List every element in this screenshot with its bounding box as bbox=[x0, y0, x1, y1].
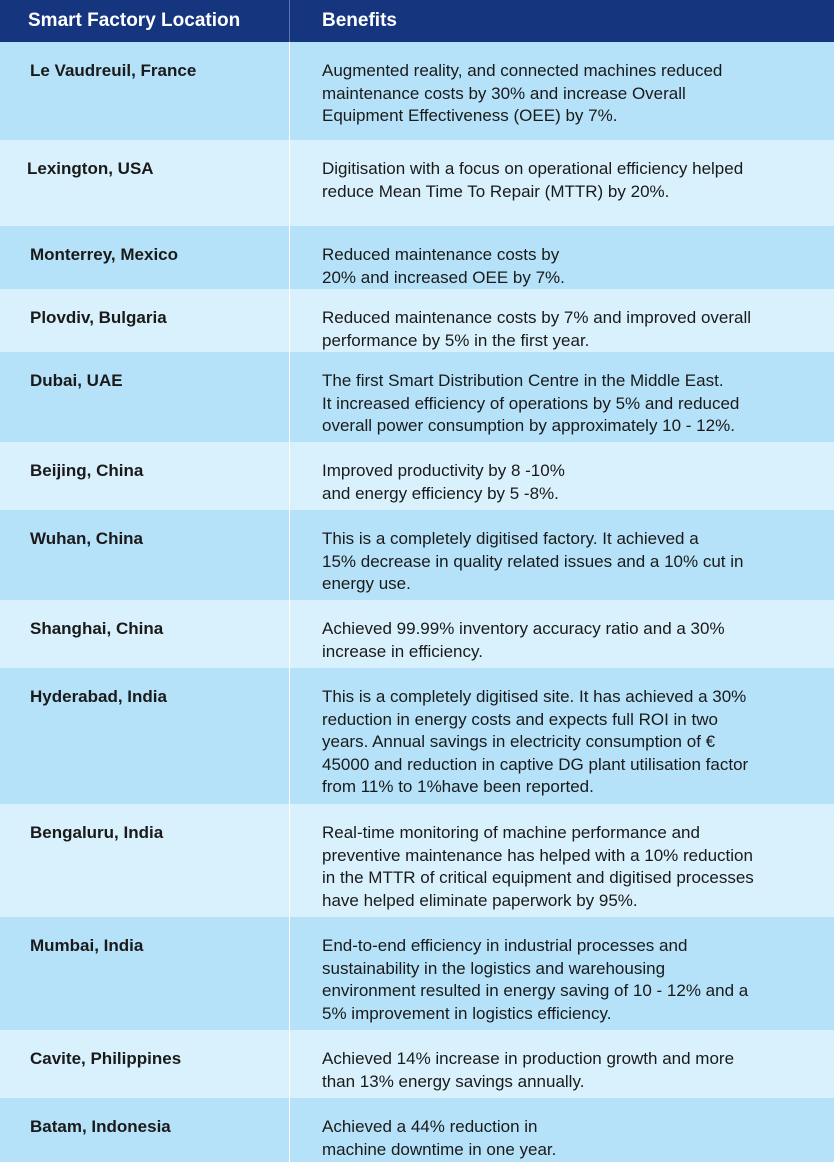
benefits-cell: This is a completely digitised factory. It achieved a 15% decrease in quality related issues and a 10% cut in energy use. bbox=[322, 529, 744, 593]
location-cell: Wuhan, China bbox=[0, 510, 290, 600]
benefits-cell: End-to-end efficiency in industrial processes and sustainability in the logistics and warehousing environment resulted in energy saving of 10 - 12% and a 5% improvement in logistics efficiency. bbox=[322, 936, 749, 1023]
table-row bbox=[0, 668, 834, 804]
table-row bbox=[0, 289, 834, 352]
benefits-cell: Augmented reality, and connected machines reduced maintenance costs by 30% and increase Overall Equipment Effectiveness (OEE) by 7%. bbox=[322, 61, 723, 125]
benefits-cell: Improved productivity by 8 -10% and energy efficiency by 5 -8%. bbox=[322, 461, 565, 503]
table-row bbox=[0, 510, 834, 600]
header-benefits: Benefits bbox=[322, 10, 397, 31]
location-cell: Shanghai, China bbox=[0, 600, 290, 668]
benefits-cell: Real-time monitoring of machine performance and preventive maintenance has helped with a 10% reduction in the MTTR of critical equipment and digitised processes have helped eliminate paperwork by 95%. bbox=[322, 823, 754, 910]
table-row bbox=[0, 352, 834, 442]
table-row bbox=[0, 442, 834, 510]
benefits-cell: Digitisation with a focus on operational efficiency helped reduce Mean Time To Repair (MTTR) by 20%. bbox=[322, 159, 744, 201]
benefits-cell: Reduced maintenance costs by 7% and improved overall performance by 5% in the first year. bbox=[322, 308, 752, 350]
location-cell: Batam, Indonesia bbox=[0, 1098, 290, 1162]
table-row bbox=[0, 140, 834, 226]
benefits-cell: Reduced maintenance costs by 20% and increased OEE by 7%. bbox=[322, 245, 565, 287]
location-cell: Mumbai, India bbox=[0, 917, 290, 1030]
benefits-cell: Achieved 99.99% inventory accuracy ratio and a 30% increase in efficiency. bbox=[322, 619, 725, 661]
benefits-cell: This is a completely digitised site. It has achieved a 30% reduction in energy costs and expects full ROI in two years. Annual savings in electricity consumption of € 45000 and reduction in captive DG plant utilisation factor from 11% to 1%have been reported. bbox=[322, 687, 749, 796]
location-cell: Dubai, UAE bbox=[0, 352, 290, 442]
table-row bbox=[0, 1098, 834, 1162]
location-cell: Monterrey, Mexico bbox=[0, 226, 290, 289]
location-cell: Le Vaudreuil, France bbox=[0, 42, 290, 140]
location-cell: Cavite, Philippines bbox=[0, 1030, 290, 1098]
table-row bbox=[0, 917, 834, 1030]
table-row bbox=[0, 42, 834, 140]
location-cell: Lexington, USA bbox=[0, 140, 290, 226]
header-location: Smart Factory Location bbox=[0, 0, 290, 42]
benefits-cell: The first Smart Distribution Centre in the Middle East. It increased efficiency of operations by 5% and reduced overall power consumption by approximately 10 - 12%. bbox=[322, 371, 740, 435]
location-cell: Plovdiv, Bulgaria bbox=[0, 289, 290, 352]
location-cell: Bengaluru, India bbox=[0, 804, 290, 917]
table-header bbox=[0, 0, 834, 42]
table-row bbox=[0, 226, 834, 289]
location-cell: Beijing, China bbox=[0, 442, 290, 510]
table-row bbox=[0, 804, 834, 917]
table-row bbox=[0, 600, 834, 668]
table-row bbox=[0, 1030, 834, 1098]
benefits-cell: Achieved 14% increase in production growth and more than 13% energy savings annually. bbox=[322, 1049, 735, 1091]
location-cell: Hyderabad, India bbox=[0, 668, 290, 804]
benefits-cell: Achieved a 44% reduction in machine downtime in one year. bbox=[322, 1117, 557, 1159]
